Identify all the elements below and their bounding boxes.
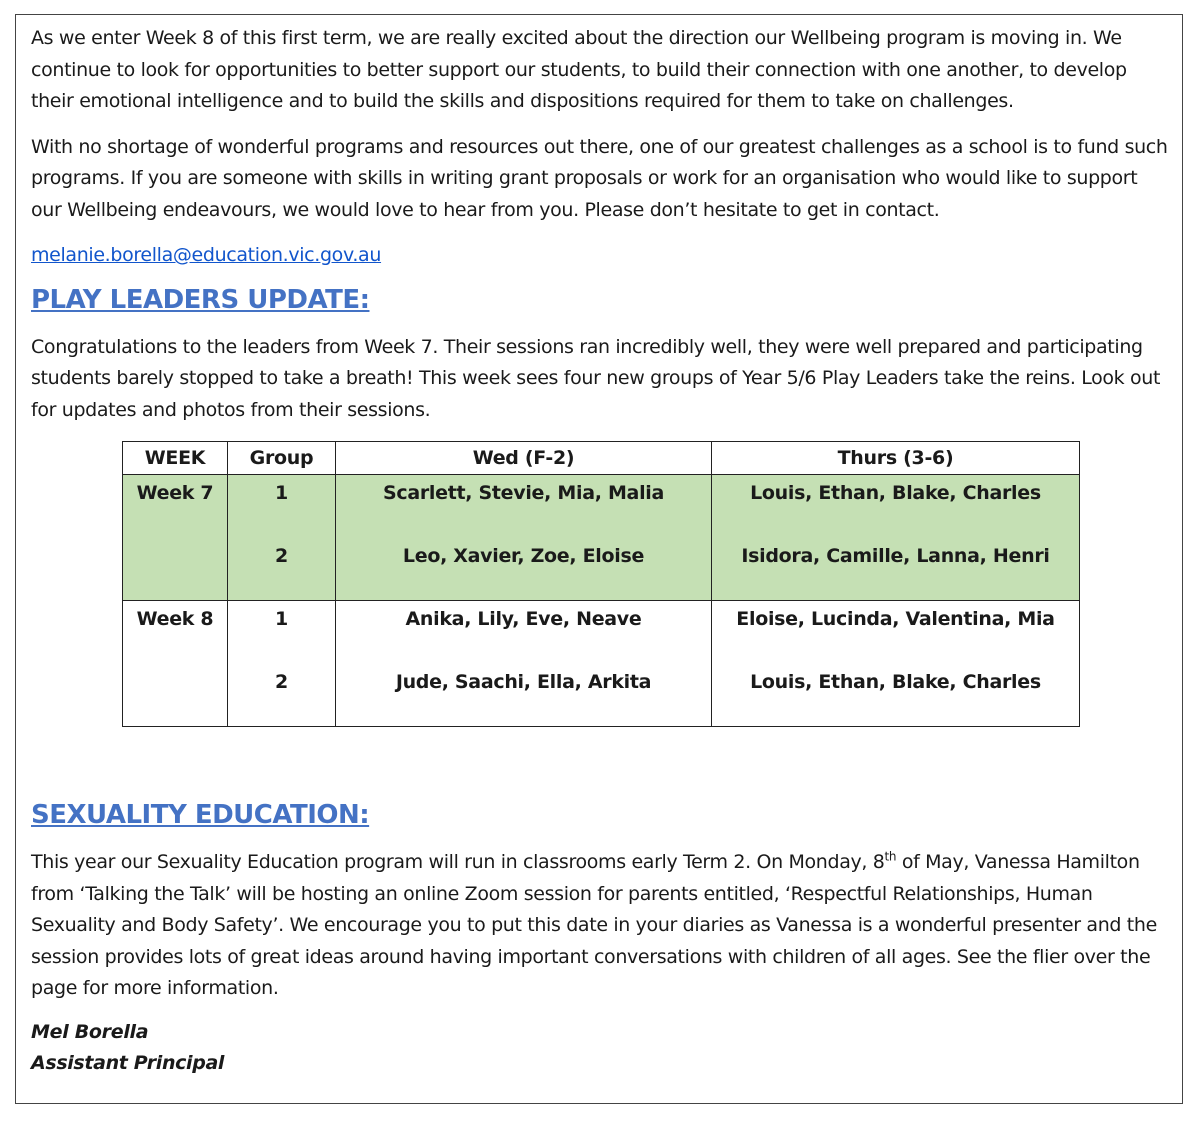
intro-paragraph-2: With no shortage of wonderful programs and resources out there, one of our greatest challenges as a school is to fund such programs. If you are someone with skills in writing grant proposals or work for an organisation who would like to support our Wellbeing endeavours, we would love to hear from you. Please don’t hesitate to get in contact. <box>31 135 1168 221</box>
group-number: 1 <box>275 608 288 630</box>
document-page <box>15 14 1183 1104</box>
wed-cell <box>336 601 712 727</box>
group-number: 2 <box>275 671 288 693</box>
wed-names: Anika, Lily, Eve, Neave <box>405 608 642 630</box>
play-leaders-table <box>122 441 1080 727</box>
table-row-week-8 <box>123 601 1080 727</box>
document-content <box>31 23 1171 1074</box>
week-cell <box>123 601 228 727</box>
signature-name: Mel Borella <box>31 1020 149 1043</box>
signature-title: Assistant Principal <box>31 1052 225 1074</box>
week-label: Week 7 <box>136 482 214 504</box>
thurs-names: Louis, Ethan, Blake, Charles <box>750 482 1041 504</box>
email-link[interactable]: melanie.borella@education.vic.gov.au <box>31 244 382 266</box>
group-cell <box>228 601 336 727</box>
wed-cell <box>336 475 712 601</box>
wed-names: Leo, Xavier, Zoe, Eloise <box>402 545 645 567</box>
header-week: WEEK <box>123 442 228 475</box>
week-cell <box>123 475 228 601</box>
header-wed: Wed (F-2) <box>336 442 712 475</box>
thurs-names: Eloise, Lucinda, Valentina, Mia <box>736 608 1055 630</box>
play-leaders-paragraph: Congratulations to the leaders from Week 7. Their sessions ran incredibly well, they were well prepared and participating students barely stopped to take a breath! This week sees four new groups of Year 5/6 Play Leaders take the reins. Look out for updates and photos from their sessions. <box>31 335 1161 421</box>
intro-paragraph-1: As we enter Week 8 of this first term, we are really excited about the direction our Wellbeing program is moving in. We continue to look for opportunities to better support our students, to build their connection with one another, to develop their emotional intelligence and to build the skills and dispositions required for them to take on challenges. <box>31 27 1127 112</box>
paragraph-text-start: This year our Sexuality Education program will run in classrooms early Term 2. On Monday, 8 <box>31 851 885 873</box>
email-line <box>31 240 1171 272</box>
week-label: Week 8 <box>136 608 214 630</box>
paragraph-text-end: of May, Vanessa Hamilton from ‘Talking the Talk’ will be hosting an online Zoom session for parents entitled, ‘Respectful Relationships, Human Sexuality and Body Safety’. We encourage you to put this date in your diaries as Vanessa is a wonderful presenter and the session provides lots of great ideas around having important conversations with children of all ages. See the flier over the page for more information. <box>31 851 1157 999</box>
group-cell <box>228 475 336 601</box>
wed-names: Scarlett, Stevie, Mia, Malia <box>382 482 665 504</box>
table-header-row <box>123 442 1080 475</box>
group-number: 1 <box>275 482 288 504</box>
thurs-names: Isidora, Camille, Lanna, Henri <box>741 545 1050 567</box>
wed-names: Jude, Saachi, Ella, Arkita <box>395 671 652 693</box>
thurs-cell <box>712 601 1080 727</box>
table-row-week-7 <box>123 475 1080 601</box>
sexuality-education-paragraph <box>31 847 1171 1005</box>
thurs-names: Louis, Ethan, Blake, Charles <box>750 671 1041 693</box>
play-leaders-heading: PLAY LEADERS UPDATE: <box>31 284 370 315</box>
sexuality-education-heading: SEXUALITY EDUCATION: <box>31 800 370 830</box>
date-superscript: th <box>884 849 897 864</box>
thurs-cell <box>712 475 1080 601</box>
header-thurs: Thurs (3-6) <box>712 442 1080 475</box>
header-group: Group <box>228 442 336 475</box>
group-number: 2 <box>275 545 288 567</box>
